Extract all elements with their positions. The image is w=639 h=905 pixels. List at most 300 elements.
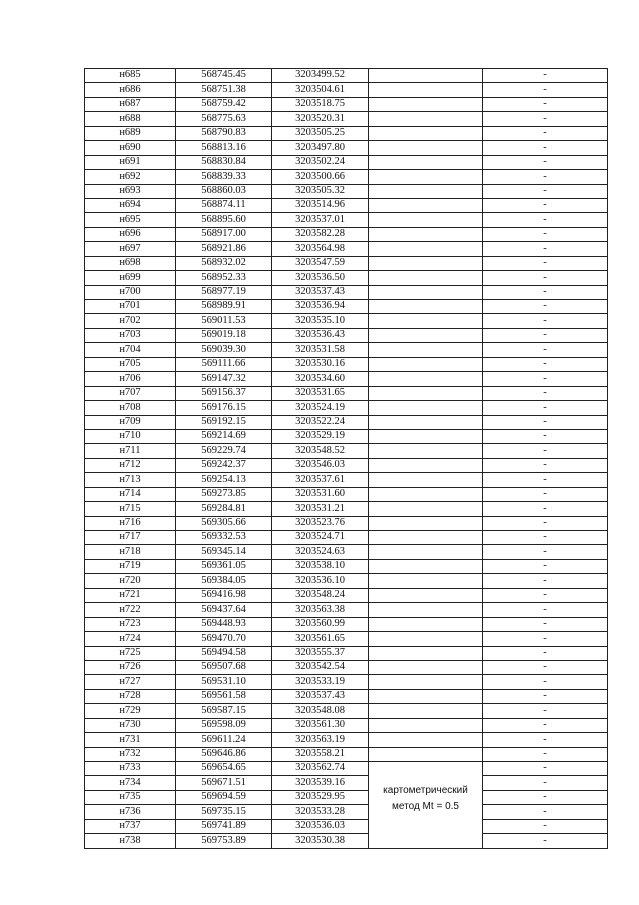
method-cell bbox=[369, 314, 483, 328]
note-cell: - bbox=[483, 718, 608, 732]
note-cell: - bbox=[483, 444, 608, 458]
note-cell: - bbox=[483, 112, 608, 126]
method-cell bbox=[369, 617, 483, 631]
point-id-cell: н735 bbox=[85, 790, 176, 804]
y-coord-cell: 3203537.01 bbox=[272, 213, 369, 227]
x-coord-cell: 569176.15 bbox=[176, 401, 272, 415]
point-id-cell: н714 bbox=[85, 487, 176, 501]
table-row bbox=[85, 718, 608, 732]
table-row bbox=[85, 83, 608, 97]
table-row bbox=[85, 733, 608, 747]
point-id-cell: н737 bbox=[85, 819, 176, 833]
y-coord-cell: 3203514.96 bbox=[272, 198, 369, 212]
point-id-cell: н733 bbox=[85, 762, 176, 776]
method-cell bbox=[369, 198, 483, 212]
table-row bbox=[85, 213, 608, 227]
table-row bbox=[85, 401, 608, 415]
x-coord-cell: 569214.69 bbox=[176, 429, 272, 443]
table-row bbox=[85, 762, 608, 776]
note-cell: - bbox=[483, 632, 608, 646]
method-note bbox=[369, 783, 482, 815]
point-id-cell: н694 bbox=[85, 198, 176, 212]
y-coord-cell: 3203531.58 bbox=[272, 343, 369, 357]
y-coord-cell: 3203582.28 bbox=[272, 227, 369, 241]
x-coord-cell: 568751.38 bbox=[176, 83, 272, 97]
point-id-cell: н725 bbox=[85, 646, 176, 660]
y-coord-cell: 3203546.03 bbox=[272, 458, 369, 472]
table-row bbox=[85, 170, 608, 184]
method-cell bbox=[369, 588, 483, 602]
method-cell bbox=[369, 170, 483, 184]
note-cell: - bbox=[483, 256, 608, 270]
note-cell: - bbox=[483, 704, 608, 718]
method-cell bbox=[369, 704, 483, 718]
method-cell bbox=[369, 401, 483, 415]
point-id-cell: н685 bbox=[85, 69, 176, 83]
point-id-cell: н687 bbox=[85, 97, 176, 111]
note-cell: - bbox=[483, 487, 608, 501]
table-row bbox=[85, 184, 608, 198]
point-id-cell: н717 bbox=[85, 531, 176, 545]
x-coord-cell: 568830.84 bbox=[176, 155, 272, 169]
note-cell: - bbox=[483, 328, 608, 342]
y-coord-cell: 3203530.38 bbox=[272, 834, 369, 848]
y-coord-cell: 3203531.21 bbox=[272, 502, 369, 516]
table-row bbox=[85, 227, 608, 241]
point-id-cell: н710 bbox=[85, 429, 176, 443]
x-coord-cell: 568759.42 bbox=[176, 97, 272, 111]
y-coord-cell: 3203533.19 bbox=[272, 675, 369, 689]
method-cell bbox=[369, 733, 483, 747]
y-coord-cell: 3203505.25 bbox=[272, 126, 369, 140]
method-cell bbox=[369, 747, 483, 761]
x-coord-cell: 569273.85 bbox=[176, 487, 272, 501]
y-coord-cell: 3203536.43 bbox=[272, 328, 369, 342]
note-cell: - bbox=[483, 545, 608, 559]
table-row bbox=[85, 473, 608, 487]
table-row bbox=[85, 314, 608, 328]
y-coord-cell: 3203529.95 bbox=[272, 790, 369, 804]
note-cell: - bbox=[483, 83, 608, 97]
x-coord-cell: 569741.89 bbox=[176, 819, 272, 833]
method-cell bbox=[369, 429, 483, 443]
y-coord-cell: 3203548.24 bbox=[272, 588, 369, 602]
note-cell: - bbox=[483, 473, 608, 487]
method-cell bbox=[369, 762, 483, 776]
method-note-line1: картометрический bbox=[383, 785, 468, 796]
point-id-cell: н707 bbox=[85, 386, 176, 400]
y-coord-cell: 3203548.52 bbox=[272, 444, 369, 458]
point-id-cell: н704 bbox=[85, 343, 176, 357]
x-coord-cell: 569229.74 bbox=[176, 444, 272, 458]
x-coord-cell: 569019.18 bbox=[176, 328, 272, 342]
point-id-cell: н702 bbox=[85, 314, 176, 328]
point-id-cell: н686 bbox=[85, 83, 176, 97]
y-coord-cell: 3203536.10 bbox=[272, 574, 369, 588]
y-coord-cell: 3203497.80 bbox=[272, 141, 369, 155]
table-row bbox=[85, 372, 608, 386]
table-row bbox=[85, 805, 608, 819]
y-coord-cell: 3203531.65 bbox=[272, 386, 369, 400]
method-cell bbox=[369, 834, 483, 848]
y-coord-cell: 3203560.99 bbox=[272, 617, 369, 631]
x-coord-cell: 569011.53 bbox=[176, 314, 272, 328]
x-coord-cell: 569305.66 bbox=[176, 516, 272, 530]
x-coord-cell: 569039.30 bbox=[176, 343, 272, 357]
y-coord-cell: 3203505.32 bbox=[272, 184, 369, 198]
point-id-cell: н734 bbox=[85, 776, 176, 790]
method-cell bbox=[369, 603, 483, 617]
y-coord-cell: 3203537.43 bbox=[272, 689, 369, 703]
table-row bbox=[85, 357, 608, 371]
note-cell: - bbox=[483, 386, 608, 400]
x-coord-cell: 569494.58 bbox=[176, 646, 272, 660]
method-cell bbox=[369, 300, 483, 314]
note-cell: - bbox=[483, 689, 608, 703]
y-coord-cell: 3203539.16 bbox=[272, 776, 369, 790]
note-cell: - bbox=[483, 184, 608, 198]
method-cell bbox=[369, 559, 483, 573]
x-coord-cell: 569192.15 bbox=[176, 415, 272, 429]
note-cell: - bbox=[483, 660, 608, 674]
method-cell bbox=[369, 357, 483, 371]
point-id-cell: н730 bbox=[85, 718, 176, 732]
method-cell bbox=[369, 372, 483, 386]
note-cell: - bbox=[483, 271, 608, 285]
note-cell: - bbox=[483, 531, 608, 545]
table-row bbox=[85, 617, 608, 631]
point-id-cell: н701 bbox=[85, 300, 176, 314]
y-coord-cell: 3203561.65 bbox=[272, 632, 369, 646]
method-cell bbox=[369, 718, 483, 732]
table-row bbox=[85, 502, 608, 516]
point-id-cell: н696 bbox=[85, 227, 176, 241]
method-cell bbox=[369, 242, 483, 256]
method-cell bbox=[369, 473, 483, 487]
point-id-cell: н722 bbox=[85, 603, 176, 617]
y-coord-cell: 3203558.21 bbox=[272, 747, 369, 761]
point-id-cell: н726 bbox=[85, 660, 176, 674]
note-cell: - bbox=[483, 285, 608, 299]
note-cell: - bbox=[483, 242, 608, 256]
table-row bbox=[85, 574, 608, 588]
table-row bbox=[85, 747, 608, 761]
note-cell: - bbox=[483, 300, 608, 314]
note-cell: - bbox=[483, 762, 608, 776]
note-cell: - bbox=[483, 97, 608, 111]
table-row bbox=[85, 545, 608, 559]
point-id-cell: н688 bbox=[85, 112, 176, 126]
table-row bbox=[85, 69, 608, 83]
note-cell: - bbox=[483, 646, 608, 660]
x-coord-cell: 569156.37 bbox=[176, 386, 272, 400]
table-row bbox=[85, 790, 608, 804]
method-cell bbox=[369, 632, 483, 646]
x-coord-cell: 568917.00 bbox=[176, 227, 272, 241]
method-cell bbox=[369, 689, 483, 703]
point-id-cell: н720 bbox=[85, 574, 176, 588]
y-coord-cell: 3203561.30 bbox=[272, 718, 369, 732]
table-row bbox=[85, 603, 608, 617]
y-coord-cell: 3203524.19 bbox=[272, 401, 369, 415]
method-cell bbox=[369, 646, 483, 660]
x-coord-cell: 568989.91 bbox=[176, 300, 272, 314]
note-cell: - bbox=[483, 559, 608, 573]
table-row bbox=[85, 198, 608, 212]
note-cell: - bbox=[483, 805, 608, 819]
y-coord-cell: 3203524.63 bbox=[272, 545, 369, 559]
note-cell: - bbox=[483, 343, 608, 357]
table-row bbox=[85, 588, 608, 602]
table-row bbox=[85, 141, 608, 155]
method-cell bbox=[369, 97, 483, 111]
x-coord-cell: 569254.13 bbox=[176, 473, 272, 487]
note-cell: - bbox=[483, 141, 608, 155]
note-cell: - bbox=[483, 790, 608, 804]
y-coord-cell: 3203564.98 bbox=[272, 242, 369, 256]
table-row bbox=[85, 516, 608, 530]
method-cell bbox=[369, 271, 483, 285]
y-coord-cell: 3203518.75 bbox=[272, 97, 369, 111]
point-id-cell: н695 bbox=[85, 213, 176, 227]
note-cell: - bbox=[483, 314, 608, 328]
point-id-cell: н719 bbox=[85, 559, 176, 573]
method-cell bbox=[369, 256, 483, 270]
x-coord-cell: 568839.33 bbox=[176, 170, 272, 184]
x-coord-cell: 569147.32 bbox=[176, 372, 272, 386]
point-id-cell: н697 bbox=[85, 242, 176, 256]
point-id-cell: н705 bbox=[85, 357, 176, 371]
x-coord-cell: 569332.53 bbox=[176, 531, 272, 545]
note-cell: - bbox=[483, 401, 608, 415]
y-coord-cell: 3203502.24 bbox=[272, 155, 369, 169]
point-id-cell: н729 bbox=[85, 704, 176, 718]
point-id-cell: н724 bbox=[85, 632, 176, 646]
x-coord-cell: 569361.05 bbox=[176, 559, 272, 573]
table-row bbox=[85, 256, 608, 270]
point-id-cell: н713 bbox=[85, 473, 176, 487]
table-row bbox=[85, 285, 608, 299]
note-cell: - bbox=[483, 675, 608, 689]
point-id-cell: н712 bbox=[85, 458, 176, 472]
method-cell bbox=[369, 386, 483, 400]
table-row bbox=[85, 300, 608, 314]
y-coord-cell: 3203538.10 bbox=[272, 559, 369, 573]
x-coord-cell: 568790.83 bbox=[176, 126, 272, 140]
coordinates-table-body bbox=[85, 69, 608, 849]
table-row bbox=[85, 704, 608, 718]
note-cell: - bbox=[483, 747, 608, 761]
note-cell: - bbox=[483, 516, 608, 530]
point-id-cell: н698 bbox=[85, 256, 176, 270]
method-cell bbox=[369, 819, 483, 833]
note-cell: - bbox=[483, 126, 608, 140]
note-cell: - bbox=[483, 574, 608, 588]
note-cell: - bbox=[483, 155, 608, 169]
point-id-cell: н690 bbox=[85, 141, 176, 155]
table-row bbox=[85, 675, 608, 689]
y-coord-cell: 3203536.03 bbox=[272, 819, 369, 833]
method-cell bbox=[369, 126, 483, 140]
point-id-cell: н716 bbox=[85, 516, 176, 530]
table-row bbox=[85, 328, 608, 342]
table-row bbox=[85, 660, 608, 674]
y-coord-cell: 3203537.61 bbox=[272, 473, 369, 487]
y-coord-cell: 3203535.10 bbox=[272, 314, 369, 328]
coordinates-table bbox=[84, 68, 608, 849]
method-cell bbox=[369, 184, 483, 198]
point-id-cell: н711 bbox=[85, 444, 176, 458]
x-coord-cell: 569437.64 bbox=[176, 603, 272, 617]
y-coord-cell: 3203523.76 bbox=[272, 516, 369, 530]
point-id-cell: н703 bbox=[85, 328, 176, 342]
point-id-cell: н723 bbox=[85, 617, 176, 631]
x-coord-cell: 569587.15 bbox=[176, 704, 272, 718]
table-row bbox=[85, 415, 608, 429]
table-row bbox=[85, 632, 608, 646]
x-coord-cell: 569646.86 bbox=[176, 747, 272, 761]
y-coord-cell: 3203562.74 bbox=[272, 762, 369, 776]
point-id-cell: н699 bbox=[85, 271, 176, 285]
table-row bbox=[85, 386, 608, 400]
method-cell bbox=[369, 141, 483, 155]
note-cell: - bbox=[483, 776, 608, 790]
x-coord-cell: 569345.14 bbox=[176, 545, 272, 559]
x-coord-cell: 569654.65 bbox=[176, 762, 272, 776]
table-row bbox=[85, 559, 608, 573]
x-coord-cell: 568895.60 bbox=[176, 213, 272, 227]
x-coord-cell: 569531.10 bbox=[176, 675, 272, 689]
table-row bbox=[85, 271, 608, 285]
method-cell bbox=[369, 502, 483, 516]
y-coord-cell: 3203547.59 bbox=[272, 256, 369, 270]
y-coord-cell: 3203499.52 bbox=[272, 69, 369, 83]
y-coord-cell: 3203530.16 bbox=[272, 357, 369, 371]
point-id-cell: н732 bbox=[85, 747, 176, 761]
x-coord-cell: 568745.45 bbox=[176, 69, 272, 83]
method-cell bbox=[369, 227, 483, 241]
table-row bbox=[85, 646, 608, 660]
method-cell bbox=[369, 83, 483, 97]
note-cell: - bbox=[483, 819, 608, 833]
y-coord-cell: 3203520.31 bbox=[272, 112, 369, 126]
point-id-cell: н709 bbox=[85, 415, 176, 429]
x-coord-cell: 569735.15 bbox=[176, 805, 272, 819]
point-id-cell: н718 bbox=[85, 545, 176, 559]
x-coord-cell: 568813.16 bbox=[176, 141, 272, 155]
method-cell bbox=[369, 458, 483, 472]
note-cell: - bbox=[483, 603, 608, 617]
x-coord-cell: 569284.81 bbox=[176, 502, 272, 516]
x-coord-cell: 569507.68 bbox=[176, 660, 272, 674]
table-row bbox=[85, 776, 608, 790]
method-cell bbox=[369, 69, 483, 83]
method-cell bbox=[369, 112, 483, 126]
note-cell: - bbox=[483, 834, 608, 848]
table-row bbox=[85, 429, 608, 443]
point-id-cell: н736 bbox=[85, 805, 176, 819]
table-row bbox=[85, 155, 608, 169]
note-cell: - bbox=[483, 213, 608, 227]
x-coord-cell: 569561.58 bbox=[176, 689, 272, 703]
point-id-cell: н727 bbox=[85, 675, 176, 689]
table-row bbox=[85, 819, 608, 833]
x-coord-cell: 568977.19 bbox=[176, 285, 272, 299]
method-cell bbox=[369, 531, 483, 545]
x-coord-cell: 569448.93 bbox=[176, 617, 272, 631]
method-cell bbox=[369, 487, 483, 501]
method-cell bbox=[369, 415, 483, 429]
x-coord-cell: 569694.59 bbox=[176, 790, 272, 804]
x-coord-cell: 569598.09 bbox=[176, 718, 272, 732]
method-cell bbox=[369, 516, 483, 530]
method-note-line2: метод Mt = 0.5 bbox=[392, 801, 459, 812]
note-cell: - bbox=[483, 617, 608, 631]
y-coord-cell: 3203542.54 bbox=[272, 660, 369, 674]
method-cell bbox=[369, 155, 483, 169]
method-cell bbox=[369, 444, 483, 458]
y-coord-cell: 3203555.37 bbox=[272, 646, 369, 660]
note-cell: - bbox=[483, 372, 608, 386]
note-cell: - bbox=[483, 227, 608, 241]
x-coord-cell: 569470.70 bbox=[176, 632, 272, 646]
table-row bbox=[85, 343, 608, 357]
y-coord-cell: 3203537.43 bbox=[272, 285, 369, 299]
point-id-cell: н708 bbox=[85, 401, 176, 415]
table-row bbox=[85, 444, 608, 458]
y-coord-cell: 3203536.94 bbox=[272, 300, 369, 314]
point-id-cell: н706 bbox=[85, 372, 176, 386]
note-cell: - bbox=[483, 502, 608, 516]
note-cell: - bbox=[483, 198, 608, 212]
point-id-cell: н715 bbox=[85, 502, 176, 516]
y-coord-cell: 3203500.66 bbox=[272, 170, 369, 184]
x-coord-cell: 569753.89 bbox=[176, 834, 272, 848]
x-coord-cell: 569611.24 bbox=[176, 733, 272, 747]
note-cell: - bbox=[483, 458, 608, 472]
table-row bbox=[85, 458, 608, 472]
note-cell: - bbox=[483, 170, 608, 184]
note-cell: - bbox=[483, 357, 608, 371]
table-row bbox=[85, 487, 608, 501]
x-coord-cell: 568775.63 bbox=[176, 112, 272, 126]
y-coord-cell: 3203522.24 bbox=[272, 415, 369, 429]
y-coord-cell: 3203563.38 bbox=[272, 603, 369, 617]
note-cell: - bbox=[483, 733, 608, 747]
method-cell bbox=[369, 660, 483, 674]
point-id-cell: н691 bbox=[85, 155, 176, 169]
table-row bbox=[85, 97, 608, 111]
x-coord-cell: 569111.66 bbox=[176, 357, 272, 371]
note-cell: - bbox=[483, 415, 608, 429]
x-coord-cell: 569671.51 bbox=[176, 776, 272, 790]
table-row bbox=[85, 112, 608, 126]
x-coord-cell: 569242.37 bbox=[176, 458, 272, 472]
y-coord-cell: 3203563.19 bbox=[272, 733, 369, 747]
point-id-cell: н738 bbox=[85, 834, 176, 848]
x-coord-cell: 568860.03 bbox=[176, 184, 272, 198]
method-cell bbox=[369, 343, 483, 357]
note-cell: - bbox=[483, 588, 608, 602]
point-id-cell: н689 bbox=[85, 126, 176, 140]
point-id-cell: н731 bbox=[85, 733, 176, 747]
y-coord-cell: 3203534.60 bbox=[272, 372, 369, 386]
point-id-cell: н692 bbox=[85, 170, 176, 184]
x-coord-cell: 568932.02 bbox=[176, 256, 272, 270]
y-coord-cell: 3203504.61 bbox=[272, 83, 369, 97]
method-cell bbox=[369, 574, 483, 588]
method-cell bbox=[369, 675, 483, 689]
